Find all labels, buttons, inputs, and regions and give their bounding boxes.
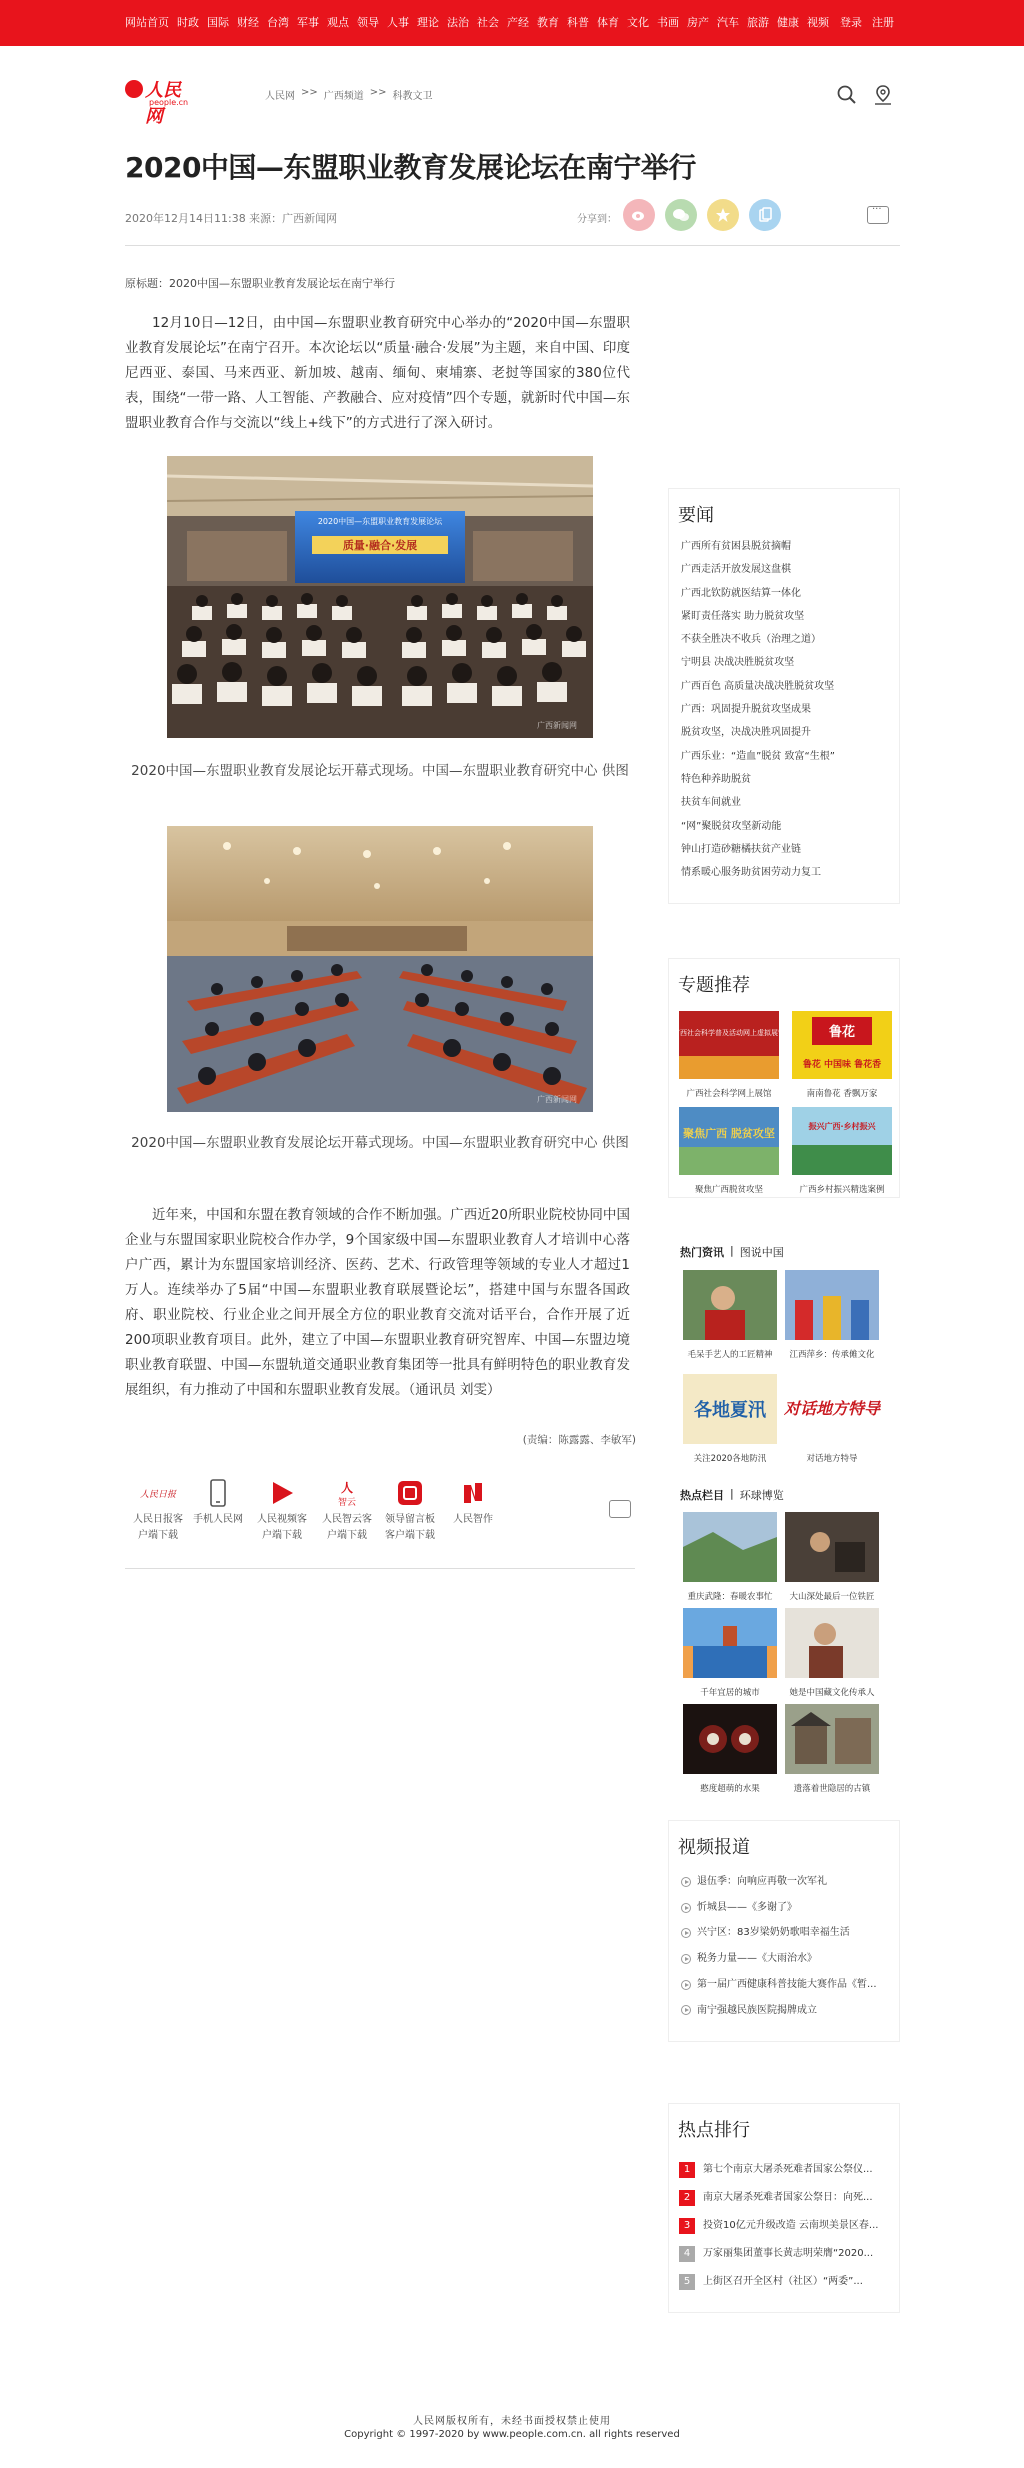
rank-number: 4	[679, 2246, 695, 2262]
article-photo-forum-hall	[167, 826, 593, 1112]
photo-watermark: 广西新闻网	[537, 1095, 577, 1104]
location-icon[interactable]	[872, 84, 894, 106]
footer-copyright-notice: 人民网版权所有，未经书面授权禁止使用	[413, 2416, 611, 2427]
video-list	[669, 1859, 899, 2023]
thumb-image	[683, 1608, 777, 1678]
rank-item[interactable]	[679, 2240, 899, 2268]
nav-item[interactable]: 法治	[447, 16, 469, 29]
topic-box	[668, 958, 900, 1198]
nav-item[interactable]: 军事	[297, 16, 319, 29]
thumb-image	[785, 1608, 879, 1678]
rank-title: 热点排行	[678, 2120, 750, 2141]
topic-image	[679, 1107, 779, 1175]
video-box	[668, 1820, 900, 2042]
nav-item[interactable]: 人事	[387, 16, 409, 29]
top-nav-bar	[0, 0, 1024, 46]
copy-link-icon[interactable]	[749, 199, 781, 231]
thumb-image	[785, 1270, 879, 1340]
login-links	[840, 15, 894, 31]
top-nav	[125, 15, 837, 31]
app-label: 领导留言板	[385, 1514, 435, 1525]
news-item[interactable]: 广西走活开放发展这盘棋	[681, 564, 791, 576]
yaowen-box	[668, 488, 900, 904]
nav-item[interactable]: 国际	[207, 16, 229, 29]
search-icon[interactable]	[836, 84, 858, 106]
tab-hot-news[interactable]: 热门资讯	[680, 1246, 724, 1259]
news-item[interactable]: 特色种养助脱贫	[681, 773, 751, 785]
rank-text: 投资10亿元升级改造 云南坝美景区春...	[703, 2220, 879, 2231]
nav-item[interactable]: 教育	[537, 16, 559, 29]
stage-slogan-text: 质量·融合·发展	[342, 539, 418, 552]
zhiyun-icon	[332, 1478, 362, 1508]
nav-item[interactable]: 时政	[177, 16, 199, 29]
rank-number: 3	[679, 2218, 695, 2234]
app-label: 人民智作	[453, 1514, 493, 1525]
nav-item[interactable]: 网站首页	[125, 16, 169, 29]
tab-global-expo[interactable]: 环球博览	[739, 1489, 784, 1502]
footer-copyright: Copyright © 1997-2020 by www.people.com.cn. all rights reserved	[344, 2429, 680, 2440]
people-daily-icon	[139, 1478, 177, 1508]
app-people-zhiyun[interactable]	[317, 1478, 377, 1544]
rank-item[interactable]	[679, 2184, 899, 2212]
app-label: 手机人民网	[193, 1514, 243, 1525]
news-item[interactable]: 广西北钦防就医结算一体化	[681, 587, 801, 599]
thumb-label: 遗落着世隐居的古镇	[793, 1784, 871, 1794]
video-play-icon	[267, 1478, 297, 1508]
thumb-image-text: 对话地方特导	[783, 1399, 881, 1418]
article-meta: 2020年12月14日11:38 来源：广西新闻网	[125, 212, 338, 225]
play-icon	[681, 2005, 691, 2015]
topic-card[interactable]	[673, 1011, 785, 1101]
nav-item[interactable]: 科普	[567, 16, 589, 29]
news-item[interactable]: 广西：巩固提升脱贫攻坚成果	[681, 704, 811, 716]
rank-text: 南京大屠杀死难者国家公祭日：向死...	[703, 2192, 873, 2203]
divider	[125, 245, 900, 246]
article-photo-forum-stage	[167, 456, 593, 738]
news-item[interactable]: 不获全胜决不收兵（治理之道）	[681, 634, 821, 646]
svg-text:人: 人	[340, 1481, 354, 1495]
thumb-label: 对话地方特导	[806, 1454, 858, 1464]
thumb-image	[785, 1512, 879, 1582]
comment-icon[interactable]	[867, 206, 889, 224]
nav-item[interactable]: 视频	[807, 16, 829, 29]
news-item[interactable]: 广西百色 高质量决战决胜脱贫攻坚	[681, 680, 835, 692]
rank-number: 2	[679, 2190, 695, 2206]
svg-text:智云: 智云	[337, 1498, 357, 1508]
nav-item[interactable]: 理论	[417, 16, 439, 29]
article-title: 2020中国—东盟职业教育发展论坛在南宁举行	[125, 151, 696, 184]
video-item-label: 退伍季：向响应再敬一次军礼	[697, 1876, 827, 1887]
zhizuo-icon	[458, 1478, 488, 1508]
column-thumb[interactable]	[785, 1608, 879, 1700]
play-icon	[681, 1903, 691, 1913]
thumb-image	[683, 1374, 777, 1444]
app-download-bar	[125, 1478, 635, 1558]
topic-image-text: 鲁花 中国味 鲁花香	[802, 1060, 882, 1070]
thumb-image	[785, 1374, 879, 1444]
play-icon	[681, 1980, 691, 1990]
thumb-image	[683, 1704, 777, 1774]
nav-item[interactable]: 旅游	[747, 16, 769, 29]
rank-text: 上街区召开全区村（社区）“两委”...	[703, 2276, 863, 2287]
topic-label: 聚焦广西脱贫攻坚	[694, 1185, 763, 1195]
video-item[interactable]	[681, 1946, 899, 1972]
nav-item[interactable]: 台湾	[267, 16, 289, 29]
thumb-label: 重庆武隆：春暖农事忙	[687, 1592, 773, 1602]
thumb-image	[683, 1270, 777, 1340]
app-people-daily[interactable]	[128, 1478, 188, 1544]
topic-image-text: 聚焦广西 脱贫攻坚	[683, 1127, 775, 1140]
video-item-label: 税务力量——《大雨治水》	[697, 1953, 817, 1965]
rank-text: 万家丽集团董事长黄志明荣膺“2020...	[703, 2248, 874, 2259]
video-item[interactable]	[681, 1895, 899, 1921]
app-label: 客户端下载	[385, 1530, 435, 1541]
thumb-label: 千年宜居的城市	[700, 1688, 760, 1698]
app-label: 人民智云客	[322, 1514, 372, 1525]
stage-banner-text: 2020中国—东盟职业教育发展论坛	[317, 517, 443, 526]
rank-text: 第七个南京大屠杀死难者国家公祭仪...	[703, 2164, 873, 2175]
register-link[interactable]: 注册	[872, 16, 894, 29]
thumb-label: 憨度超萌的水果	[700, 1784, 760, 1794]
topic-image-text: 广西社会科学普及活动网上虚拟展馆	[673, 1029, 785, 1037]
weibo-share-icon[interactable]	[623, 199, 655, 231]
news-item[interactable]: 钟山打造砂糖橘扶贫产业链	[681, 843, 801, 855]
breadcrumb-sep: >>	[301, 87, 318, 98]
thumb-label: 江西萍乡：传承傩文化	[789, 1350, 875, 1360]
breadcrumb-home[interactable]: 人民网	[265, 91, 295, 102]
svg-text:人民日报: 人民日报	[139, 1490, 177, 1500]
share-label: 分享到：	[577, 214, 617, 225]
column-thumb[interactable]	[683, 1704, 777, 1796]
column-thumb[interactable]	[785, 1512, 879, 1604]
topic-title: 专题推荐	[678, 975, 750, 996]
topic-image	[792, 1107, 892, 1175]
topic-image	[673, 1011, 785, 1079]
news-item[interactable]: 宁明县 决战决胜脱贫攻坚	[681, 657, 795, 669]
mobile-icon	[203, 1478, 233, 1508]
nav-item[interactable]: 文化	[627, 16, 649, 29]
qzone-share-icon[interactable]	[707, 199, 739, 231]
video-item-label: 第一届广西健康科普技能大赛作品《暂...	[697, 1978, 877, 1990]
app-mobile-people[interactable]	[188, 1478, 248, 1528]
nav-item[interactable]: 书画	[657, 16, 679, 29]
news-item[interactable]: 广西乐业：“造血”脱贫 致富“生根”	[681, 750, 835, 762]
rank-item[interactable]	[679, 2268, 899, 2296]
nav-item[interactable]: 财经	[237, 16, 259, 29]
yaowen-list	[669, 527, 899, 884]
breadcrumb-section[interactable]: 科教文卫	[392, 91, 433, 102]
photo-watermark: 广西新闻网	[537, 721, 577, 730]
hot-column-tabs	[680, 1487, 784, 1503]
breadcrumb	[265, 87, 433, 102]
tab-hot-column[interactable]: 热点栏目	[680, 1489, 724, 1502]
rank-item[interactable]	[679, 2212, 899, 2240]
people-logo[interactable]	[125, 76, 195, 127]
logo-text: 人民网	[145, 80, 181, 127]
nav-item[interactable]: 房产	[687, 16, 709, 29]
tab-separator: |	[730, 1487, 734, 1500]
video-item[interactable]	[681, 1998, 899, 2024]
app-leader-message-board[interactable]	[380, 1478, 440, 1544]
news-item[interactable]: 扶贫车间就业	[681, 797, 741, 809]
hot-news-tabs	[680, 1244, 784, 1260]
video-item[interactable]	[681, 1869, 899, 1895]
app-label: 户端下载	[138, 1530, 178, 1541]
logo-subtext: people.cn	[149, 98, 189, 107]
topic-image-text: 振兴广西·乡村振兴	[808, 1122, 876, 1131]
topic-label: 广西社会科学网上展馆	[686, 1089, 772, 1099]
topic-card[interactable]	[679, 1107, 779, 1197]
editor-credit: (责编：陈露露、李敏军)	[522, 1434, 636, 1446]
app-label: 人民日报客	[133, 1514, 183, 1525]
hot-thumb[interactable]	[785, 1374, 879, 1466]
message-board-icon	[395, 1478, 425, 1508]
app-people-zhizuo[interactable]	[443, 1478, 503, 1528]
comment-icon[interactable]	[609, 1500, 631, 1518]
article-paragraph: 12月10日—12日，由中国—东盟职业教育研究中心举办的“2020中国—东盟职业教育发展论坛”在南宁召开。本次论坛以“质量·融合·发展”为主题，来自中国、印度尼西亚、泰国、马来西亚、新加坡、越南、缅甸、柬埔寨、老挝等国家的380位代表，围绕“一带一路、人工智能、产教融合、应对疫情”四个专题，就新时代中国—东盟职业教育合作与交流以“线上+线下”的方式进行了深入研讨。	[125, 315, 630, 431]
play-icon	[681, 1954, 691, 1964]
hot-thumb[interactable]	[683, 1374, 777, 1466]
topic-label: 南南鲁花 香飘万家	[806, 1089, 878, 1099]
app-people-video[interactable]	[252, 1478, 312, 1544]
news-item[interactable]: 广西所有贫困县脱贫摘帽	[681, 541, 791, 552]
topic-image	[792, 1011, 892, 1079]
thumb-label: 关注2020各地防汛	[693, 1454, 767, 1464]
rank-item[interactable]	[679, 2156, 899, 2184]
app-label: 户端下载	[262, 1530, 302, 1541]
photo-caption: 2020中国—东盟职业教育发展论坛开幕式现场。中国—东盟职业教育研究中心 供图	[131, 763, 629, 779]
hot-thumb[interactable]	[683, 1270, 777, 1362]
topic-card[interactable]	[792, 1107, 892, 1197]
app-label: 户端下载	[327, 1530, 367, 1541]
video-item[interactable]	[681, 1920, 899, 1946]
news-item[interactable]: 情系暖心服务助贫困劳动力复工	[681, 867, 821, 879]
play-icon	[681, 1928, 691, 1938]
thumb-image	[785, 1704, 879, 1774]
nav-item[interactable]: 汽车	[717, 16, 739, 29]
topic-card[interactable]	[792, 1011, 892, 1101]
column-thumb[interactable]	[683, 1512, 777, 1604]
nav-item[interactable]: 体育	[597, 16, 619, 29]
column-thumb[interactable]	[785, 1704, 879, 1796]
hot-thumb[interactable]	[785, 1270, 879, 1362]
thumb-image-text: 各地夏汛	[694, 1400, 766, 1421]
nav-item[interactable]: 社会	[477, 16, 499, 29]
nav-item[interactable]: 产经	[507, 16, 529, 29]
breadcrumb-channel[interactable]: 广西频道	[323, 91, 364, 102]
svg-text:鲁花: 鲁花	[828, 1025, 856, 1040]
play-icon	[681, 1877, 691, 1887]
nav-item[interactable]: 领导	[357, 16, 379, 29]
video-item-label: 忻城县——《多谢了》	[697, 1901, 797, 1913]
breadcrumb-sep: >>	[369, 87, 387, 98]
news-item[interactable]: 紧盯责任落实 助力脱贫攻坚	[681, 610, 805, 622]
news-item[interactable]: “网”聚脱贫攻坚新动能	[681, 820, 782, 832]
thumb-image	[683, 1512, 777, 1582]
nav-item[interactable]: 观点	[327, 16, 349, 29]
rank-number: 5	[679, 2274, 695, 2290]
column-thumb[interactable]	[683, 1608, 777, 1700]
news-item[interactable]: 脱贫攻坚，决战决胜巩固提升	[681, 727, 811, 739]
video-item[interactable]	[681, 1972, 899, 1998]
video-title: 视频报道	[678, 1837, 750, 1858]
logo-emblem-icon	[125, 80, 143, 98]
login-link[interactable]: 登录	[840, 16, 862, 29]
video-item-label: 南宁强越民族医院揭牌成立	[697, 2004, 817, 2016]
thumb-label: 毛呆手艺人的工匠精神	[687, 1350, 773, 1360]
thumb-label: 她是中国藏文化传承人	[789, 1688, 875, 1698]
yaowen-title: 要闻	[678, 505, 714, 526]
rank-number: 1	[679, 2162, 695, 2178]
nav-item[interactable]: 健康	[777, 16, 799, 29]
tab-separator: |	[730, 1244, 734, 1257]
tab-picture-china[interactable]: 图说中国	[739, 1246, 784, 1259]
photo-caption: 2020中国—东盟职业教育发展论坛开幕式现场。中国—东盟职业教育研究中心 供图	[131, 1135, 629, 1151]
original-title: 原标题：2020中国—东盟职业教育发展论坛在南宁举行	[125, 277, 395, 290]
app-label: 人民视频客	[257, 1514, 307, 1525]
divider	[125, 1568, 635, 1569]
thumb-label: 大山深处最后一位铁匠	[789, 1592, 875, 1602]
video-item-label: 兴宁区：83岁梁奶奶歌唱幸福生活	[697, 1927, 850, 1939]
wechat-share-icon[interactable]	[665, 199, 697, 231]
rank-list	[669, 2142, 899, 2296]
rank-box	[668, 2103, 900, 2313]
article-paragraph: 近年来，中国和东盟在教育领域的合作不断加强。广西近20所职业院校协同中国企业与东盟国家职业院校合作办学，9个国家级中国—东盟职业教育人才培训中心落户广西，累计为东盟国家培训经济、医药、艺术、行政管理等领域的专业人才超过1万人。连续举办了5届“中国—东盟职业教育联展暨论坛”，搭建中国与东盟各国政府、职业院校、行业企业之间开展全方位的职业教育交流对话平台，合作开展了近200项职业教育项目。此外，建立了中国—东盟职业教育研究智库、中国—东盟边境职业教育联盟、中国—东盟轨道交通职业教育集团等一批具有鲜明特色的职业教育发展组织，有力推动了中国和东盟职业教育发展。（通讯员 刘雯）	[125, 1207, 630, 1398]
topic-label: 广西乡村振兴精选案例	[799, 1185, 885, 1195]
